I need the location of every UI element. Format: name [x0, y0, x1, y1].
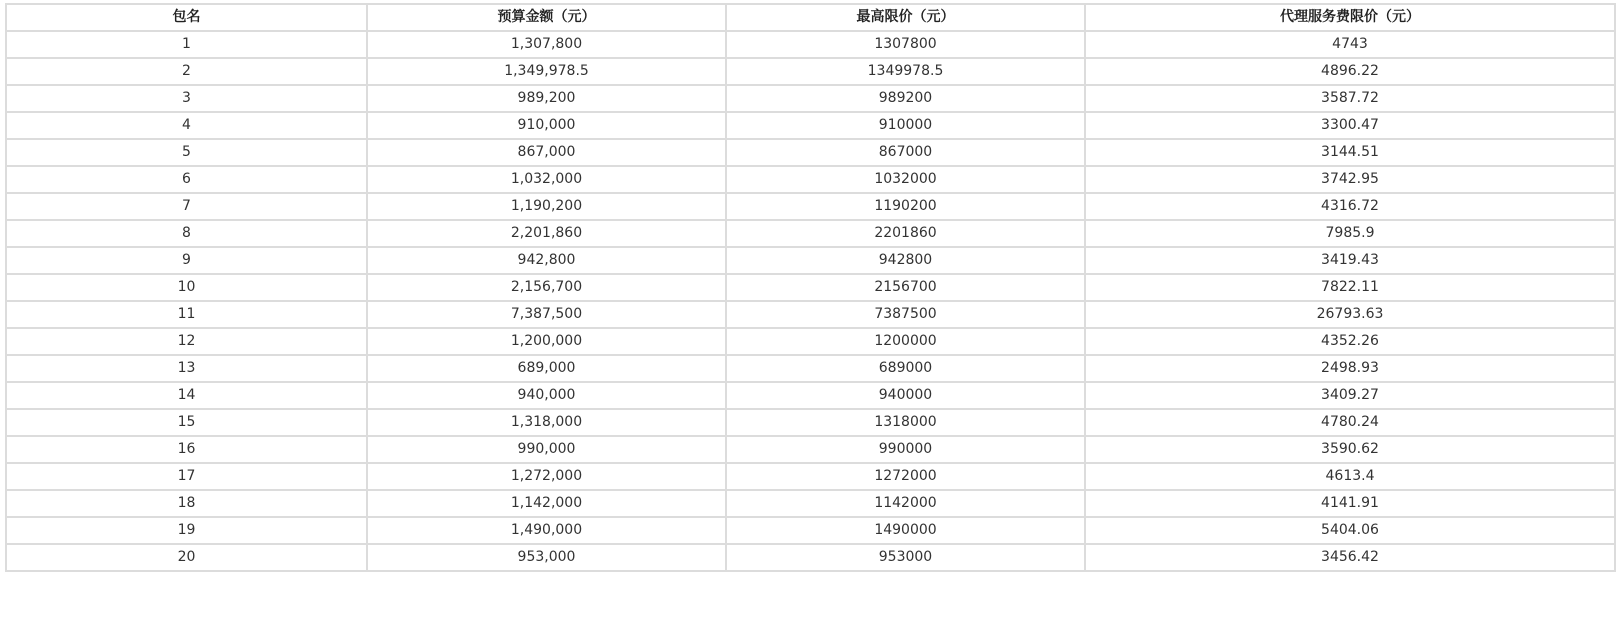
cell-agency-fee-limit: 3409.27 [1085, 382, 1615, 409]
cell-agency-fee-limit: 4352.26 [1085, 328, 1615, 355]
cell-package-name: 18 [6, 490, 367, 517]
cell-max-price: 953000 [726, 544, 1085, 571]
table-row [6, 31, 1615, 58]
table-row [6, 436, 1615, 463]
cell-max-price: 940000 [726, 382, 1085, 409]
cell-budget-amount: 989,200 [367, 85, 726, 112]
cell-budget-amount: 2,201,860 [367, 220, 726, 247]
cell-package-name: 7 [6, 193, 367, 220]
cell-agency-fee-limit: 26793.63 [1085, 301, 1615, 328]
cell-agency-fee-limit: 4743 [1085, 31, 1615, 58]
cell-agency-fee-limit: 4316.72 [1085, 193, 1615, 220]
cell-package-name: 3 [6, 85, 367, 112]
cell-max-price: 1190200 [726, 193, 1085, 220]
cell-agency-fee-limit: 3456.42 [1085, 544, 1615, 571]
cell-package-name: 9 [6, 247, 367, 274]
cell-budget-amount: 990,000 [367, 436, 726, 463]
cell-budget-amount: 1,032,000 [367, 166, 726, 193]
cell-budget-amount: 942,800 [367, 247, 726, 274]
cell-budget-amount: 1,349,978.5 [367, 58, 726, 85]
cell-package-name: 16 [6, 436, 367, 463]
cell-agency-fee-limit: 3300.47 [1085, 112, 1615, 139]
cell-package-name: 10 [6, 274, 367, 301]
cell-package-name: 15 [6, 409, 367, 436]
table-row [6, 58, 1615, 85]
table-body [6, 31, 1615, 571]
cell-max-price: 1349978.5 [726, 58, 1085, 85]
cell-package-name: 8 [6, 220, 367, 247]
cell-agency-fee-limit: 3587.72 [1085, 85, 1615, 112]
table-row [6, 490, 1615, 517]
header-agency-fee-limit: 代理服务费限价（元） [1085, 4, 1615, 31]
cell-agency-fee-limit: 7822.11 [1085, 274, 1615, 301]
table-row [6, 544, 1615, 571]
cell-agency-fee-limit: 4141.91 [1085, 490, 1615, 517]
cell-package-name: 11 [6, 301, 367, 328]
header-max-price: 最高限价（元） [726, 4, 1085, 31]
table-row [6, 112, 1615, 139]
cell-agency-fee-limit: 3419.43 [1085, 247, 1615, 274]
cell-max-price: 689000 [726, 355, 1085, 382]
table-row [6, 355, 1615, 382]
table-row [6, 274, 1615, 301]
table-row [6, 166, 1615, 193]
cell-budget-amount: 1,200,000 [367, 328, 726, 355]
cell-max-price: 1142000 [726, 490, 1085, 517]
cell-budget-amount: 1,190,200 [367, 193, 726, 220]
cell-budget-amount: 7,387,500 [367, 301, 726, 328]
cell-max-price: 1272000 [726, 463, 1085, 490]
cell-max-price: 2156700 [726, 274, 1085, 301]
table-row [6, 301, 1615, 328]
cell-max-price: 1490000 [726, 517, 1085, 544]
cell-max-price: 867000 [726, 139, 1085, 166]
cell-max-price: 989200 [726, 85, 1085, 112]
cell-agency-fee-limit: 4613.4 [1085, 463, 1615, 490]
cell-budget-amount: 1,272,000 [367, 463, 726, 490]
table-row [6, 193, 1615, 220]
header-budget-amount: 预算金额（元） [367, 4, 726, 31]
cell-agency-fee-limit: 4896.22 [1085, 58, 1615, 85]
table-row [6, 382, 1615, 409]
cell-package-name: 5 [6, 139, 367, 166]
table-row [6, 517, 1615, 544]
package-budget-table [5, 3, 1616, 572]
cell-package-name: 6 [6, 166, 367, 193]
cell-max-price: 1307800 [726, 31, 1085, 58]
cell-package-name: 20 [6, 544, 367, 571]
cell-budget-amount: 940,000 [367, 382, 726, 409]
cell-max-price: 1032000 [726, 166, 1085, 193]
table-row [6, 328, 1615, 355]
table-row [6, 220, 1615, 247]
cell-package-name: 17 [6, 463, 367, 490]
package-budget-table-container [5, 3, 1614, 572]
table-header-row [6, 4, 1615, 31]
cell-max-price: 2201860 [726, 220, 1085, 247]
cell-max-price: 7387500 [726, 301, 1085, 328]
cell-agency-fee-limit: 3144.51 [1085, 139, 1615, 166]
cell-budget-amount: 1,142,000 [367, 490, 726, 517]
cell-package-name: 2 [6, 58, 367, 85]
cell-budget-amount: 867,000 [367, 139, 726, 166]
cell-budget-amount: 953,000 [367, 544, 726, 571]
cell-package-name: 12 [6, 328, 367, 355]
table-row [6, 139, 1615, 166]
cell-agency-fee-limit: 3742.95 [1085, 166, 1615, 193]
cell-agency-fee-limit: 2498.93 [1085, 355, 1615, 382]
cell-budget-amount: 910,000 [367, 112, 726, 139]
cell-budget-amount: 689,000 [367, 355, 726, 382]
cell-max-price: 990000 [726, 436, 1085, 463]
cell-agency-fee-limit: 3590.62 [1085, 436, 1615, 463]
table-row [6, 463, 1615, 490]
cell-package-name: 14 [6, 382, 367, 409]
header-package-name: 包名 [6, 4, 367, 31]
table-row [6, 409, 1615, 436]
cell-package-name: 4 [6, 112, 367, 139]
cell-package-name: 13 [6, 355, 367, 382]
table-row [6, 85, 1615, 112]
cell-max-price: 942800 [726, 247, 1085, 274]
cell-budget-amount: 2,156,700 [367, 274, 726, 301]
cell-package-name: 1 [6, 31, 367, 58]
cell-budget-amount: 1,318,000 [367, 409, 726, 436]
cell-max-price: 910000 [726, 112, 1085, 139]
table-row [6, 247, 1615, 274]
cell-max-price: 1200000 [726, 328, 1085, 355]
cell-package-name: 19 [6, 517, 367, 544]
cell-agency-fee-limit: 5404.06 [1085, 517, 1615, 544]
cell-budget-amount: 1,307,800 [367, 31, 726, 58]
cell-agency-fee-limit: 7985.9 [1085, 220, 1615, 247]
cell-max-price: 1318000 [726, 409, 1085, 436]
cell-budget-amount: 1,490,000 [367, 517, 726, 544]
cell-agency-fee-limit: 4780.24 [1085, 409, 1615, 436]
